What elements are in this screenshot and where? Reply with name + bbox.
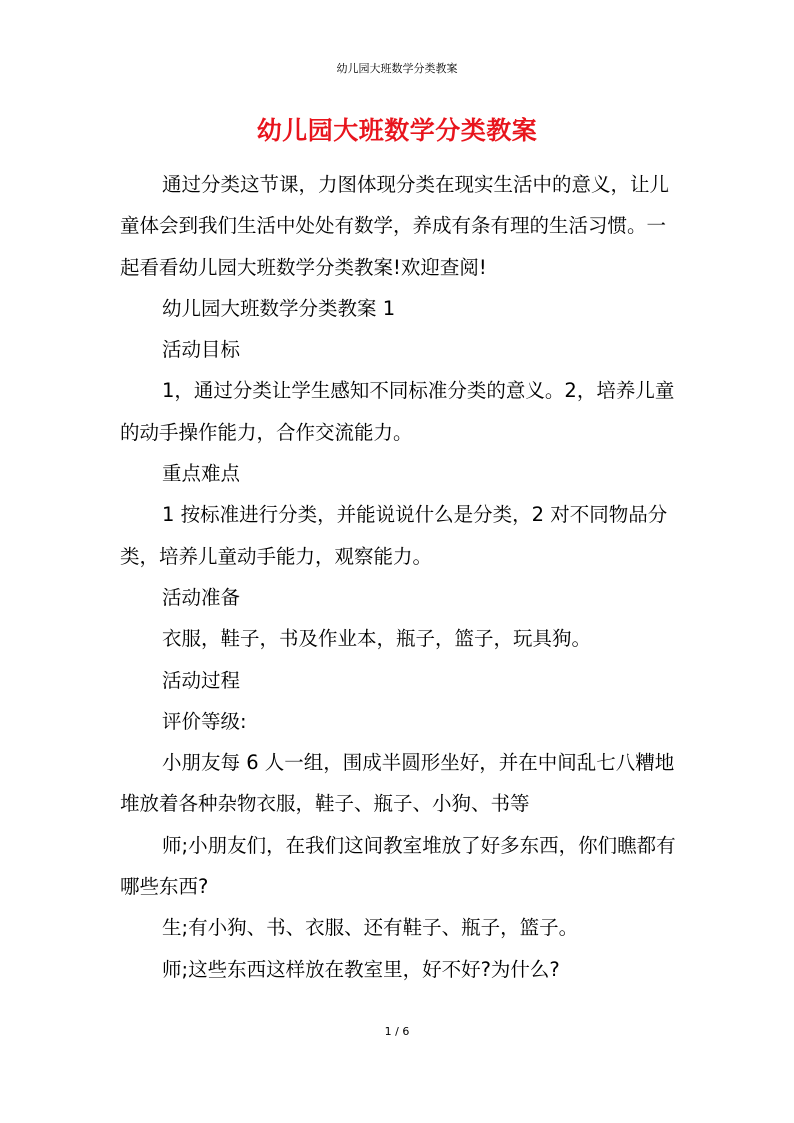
lesson-heading: 幼儿园大班数学分类教案 1 — [162, 296, 396, 320]
dialogue-teacher-1: 师;小朋友们，在我们这间教室堆放了好多东西，你们瞧都有哪些东西? — [120, 833, 676, 899]
process-paragraph: 小朋友每 6 人一组，围成半圆形坐好，并在中间乱七八糟地堆放着各种杂物衣服，鞋子、瓶子、小狗、书等 — [120, 751, 675, 816]
dialogue-teacher-2: 师;这些东西这样放在教室里，好不好?为什么? — [162, 957, 560, 981]
section-heading-key-points: 重点难点 — [162, 462, 241, 486]
preparation-paragraph: 衣服，鞋子，书及作业本，瓶子，篮子，玩具狗。 — [162, 627, 592, 651]
goals-paragraph: 1，通过分类让学生感知不同标准分类的意义。2，培养儿童的动手操作能力，合作交流能力。 — [120, 379, 675, 444]
key-points-paragraph: 1 按标准进行分类，并能说说什么是分类，2 对不同物品分类，培养儿童动手能力，观察能力。 — [120, 503, 668, 568]
document-title: 幼儿园大班数学分类教案 — [256, 116, 538, 145]
section-heading-process: 活动过程 — [162, 668, 241, 692]
dialogue-student-1: 生;有小狗、书、衣服、还有鞋子、瓶子，篮子。 — [162, 916, 579, 940]
intro-paragraph: 通过分类这节课，力图体现分类在现实生活中的意义，让儿童体会到我们生活中处处有数学，养成有条有理的生活习惯。一起看看幼儿园大班数学分类教案!欢迎查阅! — [120, 173, 670, 279]
running-header: 幼儿园大班数学分类教案 — [336, 62, 458, 75]
section-heading-preparation: 活动准备 — [162, 585, 241, 609]
document-body — [120, 164, 680, 990]
section-heading-goals: 活动目标 — [162, 338, 241, 362]
page-number: 1 / 6 — [384, 1025, 410, 1038]
evaluation-label: 评价等级: — [162, 709, 247, 733]
